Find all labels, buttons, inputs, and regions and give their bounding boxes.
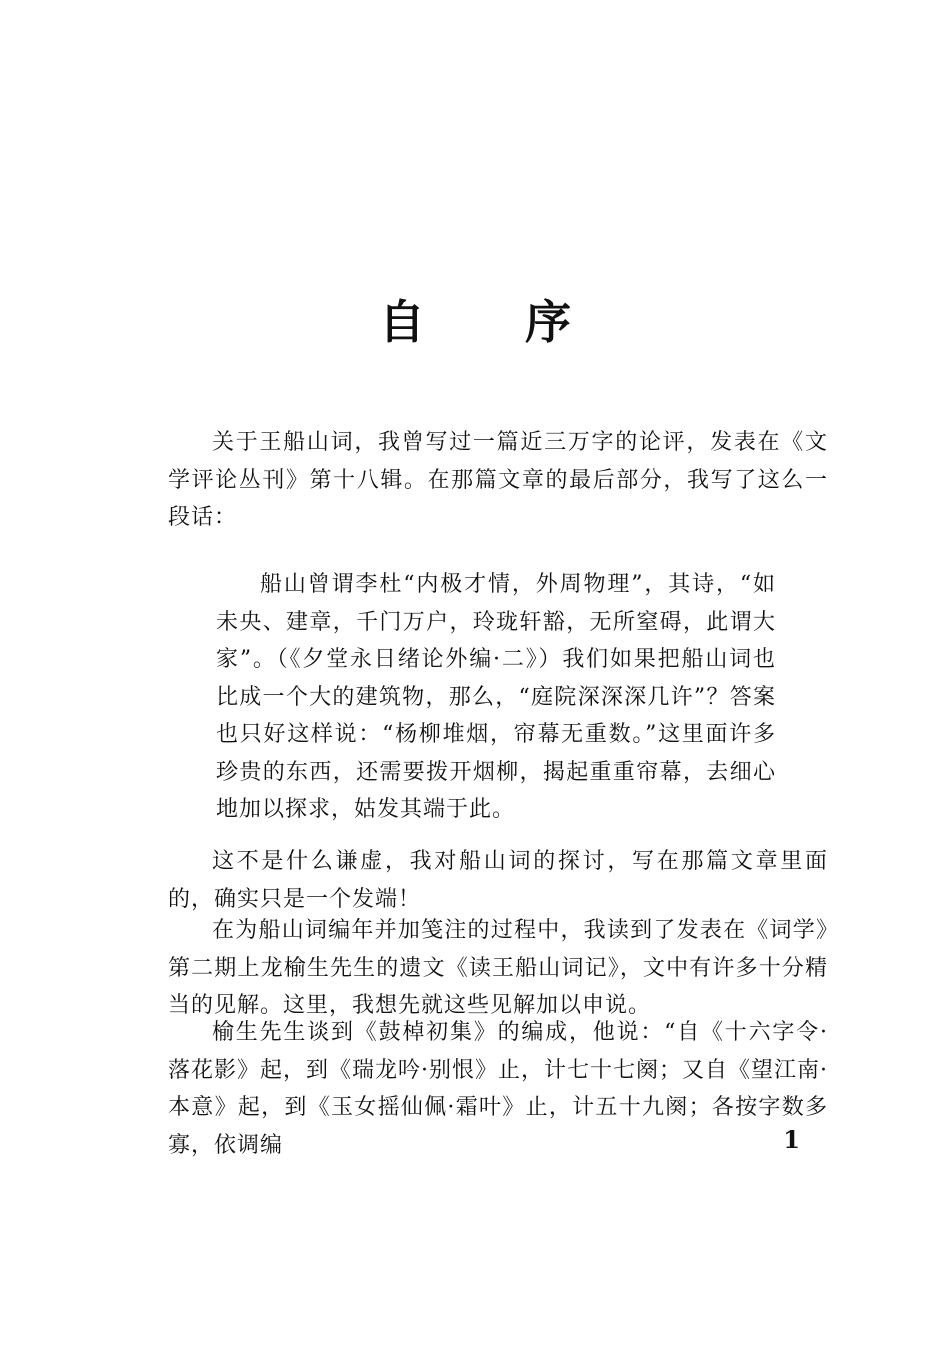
block-quote: 船山曾谓李杜“内极才情，外周物理”，其诗，“如未央、建章，千门万户，玲珑轩豁，无所窒碍，此谓大家”。（《夕堂永日绪论外编·二》）我们如果把船山词也比成一个大的建筑物，那么，“庭院深深深几许”？答案也只好这样说：“杨柳堆烟，帘幕无重数。”这里面许多珍贵的东西，还需要拨开烟柳，揭起重重帘幕，去细心地加以探求，姑发其端于此。 bbox=[216, 572, 776, 822]
paragraph-intro: 关于王船山词，我曾写过一篇近三万字的论评，发表在《文学评论丛刊》第十八辑。在那篇文章的最后部分，我写了这么一段话： bbox=[168, 430, 828, 530]
page-number: 1 bbox=[783, 1125, 800, 1154]
paragraph-beginning: 这不是什么谦虚，我对船山词的探讨，写在那篇文章里面的，确实只是一个发端！ bbox=[168, 849, 828, 912]
paragraph-collection: 榆生先生谈到《鼓棹初集》的编成，他说：“自《十六字令·落花影》起，到《瑞龙吟·别恨》止，计七十七阕；又自《望江南·本意》起，到《玉女摇仙佩·霜叶》止，计五十九阕；各按字数多寡，依调编 bbox=[168, 1020, 828, 1158]
page-title: 自 序 bbox=[378, 295, 613, 349]
paragraph-annotation: 在为船山词编年并加笺注的过程中，我读到了发表在《词学》第二期上龙榆生先生的遗文《读王船山词记》，文中有许多十分精当的见解。这里，我想先就这些见解加以申说。 bbox=[168, 918, 828, 1018]
